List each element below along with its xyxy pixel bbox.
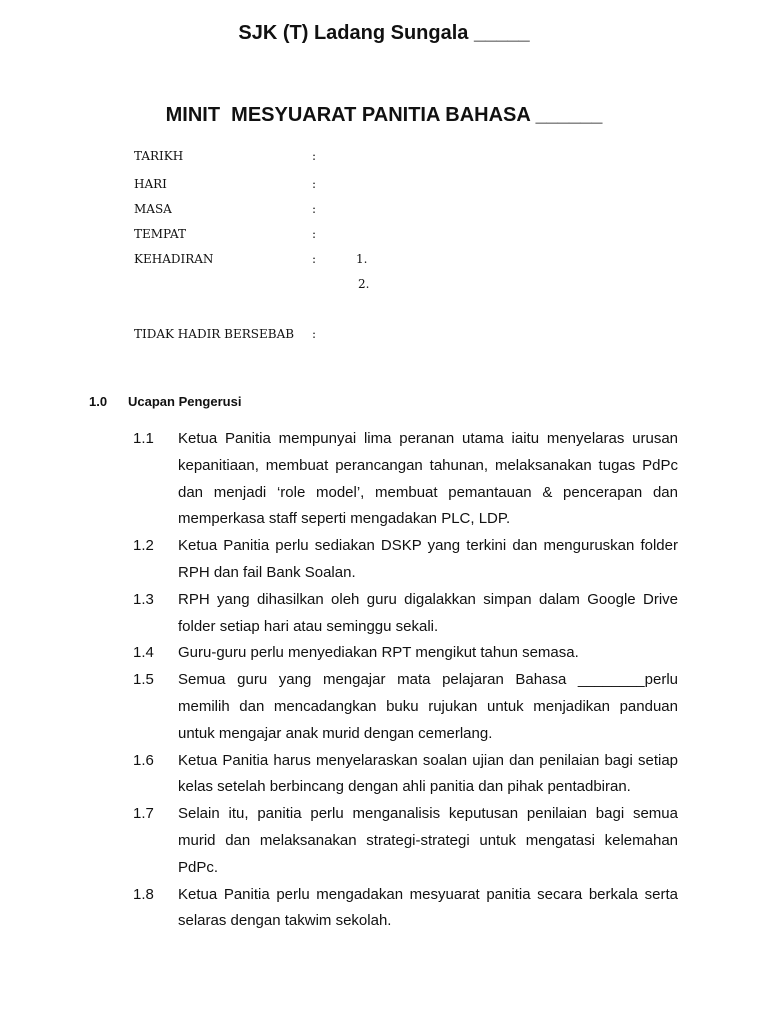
list-item [133, 748, 678, 802]
item-number: 1.7 [133, 805, 154, 823]
meta-colon: : [312, 327, 317, 341]
kehadiran-item: 1. [356, 252, 368, 266]
list-item [133, 640, 678, 667]
meta-colon: : [312, 177, 317, 191]
item-text: Selain itu, panitia perlu menganalisis keputusan penilaian bagi semua murid dan melaksanakan strategi-strategi untuk mengatasi kelemahan PdPc. [178, 805, 678, 876]
item-text: Ketua Panitia perlu sediakan DSKP yang terkini dan menguruskan folder RPH dan fail Bank Soalan. [178, 537, 678, 581]
item-text: Ketua Panitia perlu mengadakan mesyuarat panitia secara berkala serta selaras dengan takwim sekolah. [178, 885, 678, 930]
item-number: 1.8 [133, 885, 154, 903]
kehadiran-item: 2. [358, 277, 370, 291]
meta-colon: : [312, 252, 317, 266]
list-item [133, 882, 678, 936]
meta-colon: : [312, 149, 317, 163]
item-number: 1.2 [133, 537, 154, 555]
meta-label-tempat: TEMPAT [134, 227, 187, 241]
minutes-item-list [133, 426, 678, 935]
item-number: 1.5 [133, 671, 154, 689]
meta-label-masa: MASA [134, 202, 172, 216]
item-number: 1.6 [133, 751, 154, 769]
meta-label-kehadiran: KEHADIRAN [134, 252, 214, 266]
item-text: Ketua Panitia harus menyelaraskan soalan ujian dan penilaian bagi setiap kelas setelah berbincang dengan ahli panitia dan pihak pentadbiran. [178, 751, 678, 796]
item-number: 1.3 [133, 590, 154, 608]
meta-label-tarikh: TARIKH [134, 149, 184, 163]
list-item [133, 426, 678, 533]
section-title: Ucapan Pengerusi [128, 394, 242, 409]
meta-colon: : [312, 227, 317, 241]
list-item [133, 667, 678, 747]
list-item [133, 533, 678, 587]
meta-label-hari: HARI [134, 177, 167, 191]
list-item [133, 587, 678, 641]
list-item [133, 801, 678, 881]
item-text: Semua guru yang mengajar mata pelajaran Bahasa ________perlu memilih dan mencadangkan buku rujukan untuk menjadikan panduan untuk mengajar anak murid dengan cemerlang. [178, 671, 678, 742]
item-number: 1.4 [133, 644, 154, 662]
item-text: Guru-guru perlu menyediakan RPT mengikut tahun semasa. [178, 644, 579, 662]
minutes-title: MINIT MESYUARAT PANITIA BAHASA ______ [165, 104, 603, 126]
item-text: Ketua Panitia mempunyai lima peranan utama iaitu menyelaras urusan kepanitiaan, membuat perancangan tahunan, melaksanakan tugas PdPc dan menjadi ‘role model’, membuat pemantauan & pencerapan dan memperkasa staff seperti mengadakan PLC, LDP. [178, 430, 678, 528]
meta-colon: : [312, 202, 317, 216]
section-number: 1.0 [89, 394, 108, 409]
school-name-heading: SJK (T) Ladang Sungala _____ [238, 22, 530, 44]
meta-label-tidak-hadir: TIDAK HADIR BERSEBAB [134, 327, 295, 341]
item-text: RPH yang dihasilkan oleh guru digalakkan simpan dalam Google Drive folder setiap hari atau seminggu sekali. [178, 590, 678, 635]
item-number: 1.1 [133, 430, 154, 447]
